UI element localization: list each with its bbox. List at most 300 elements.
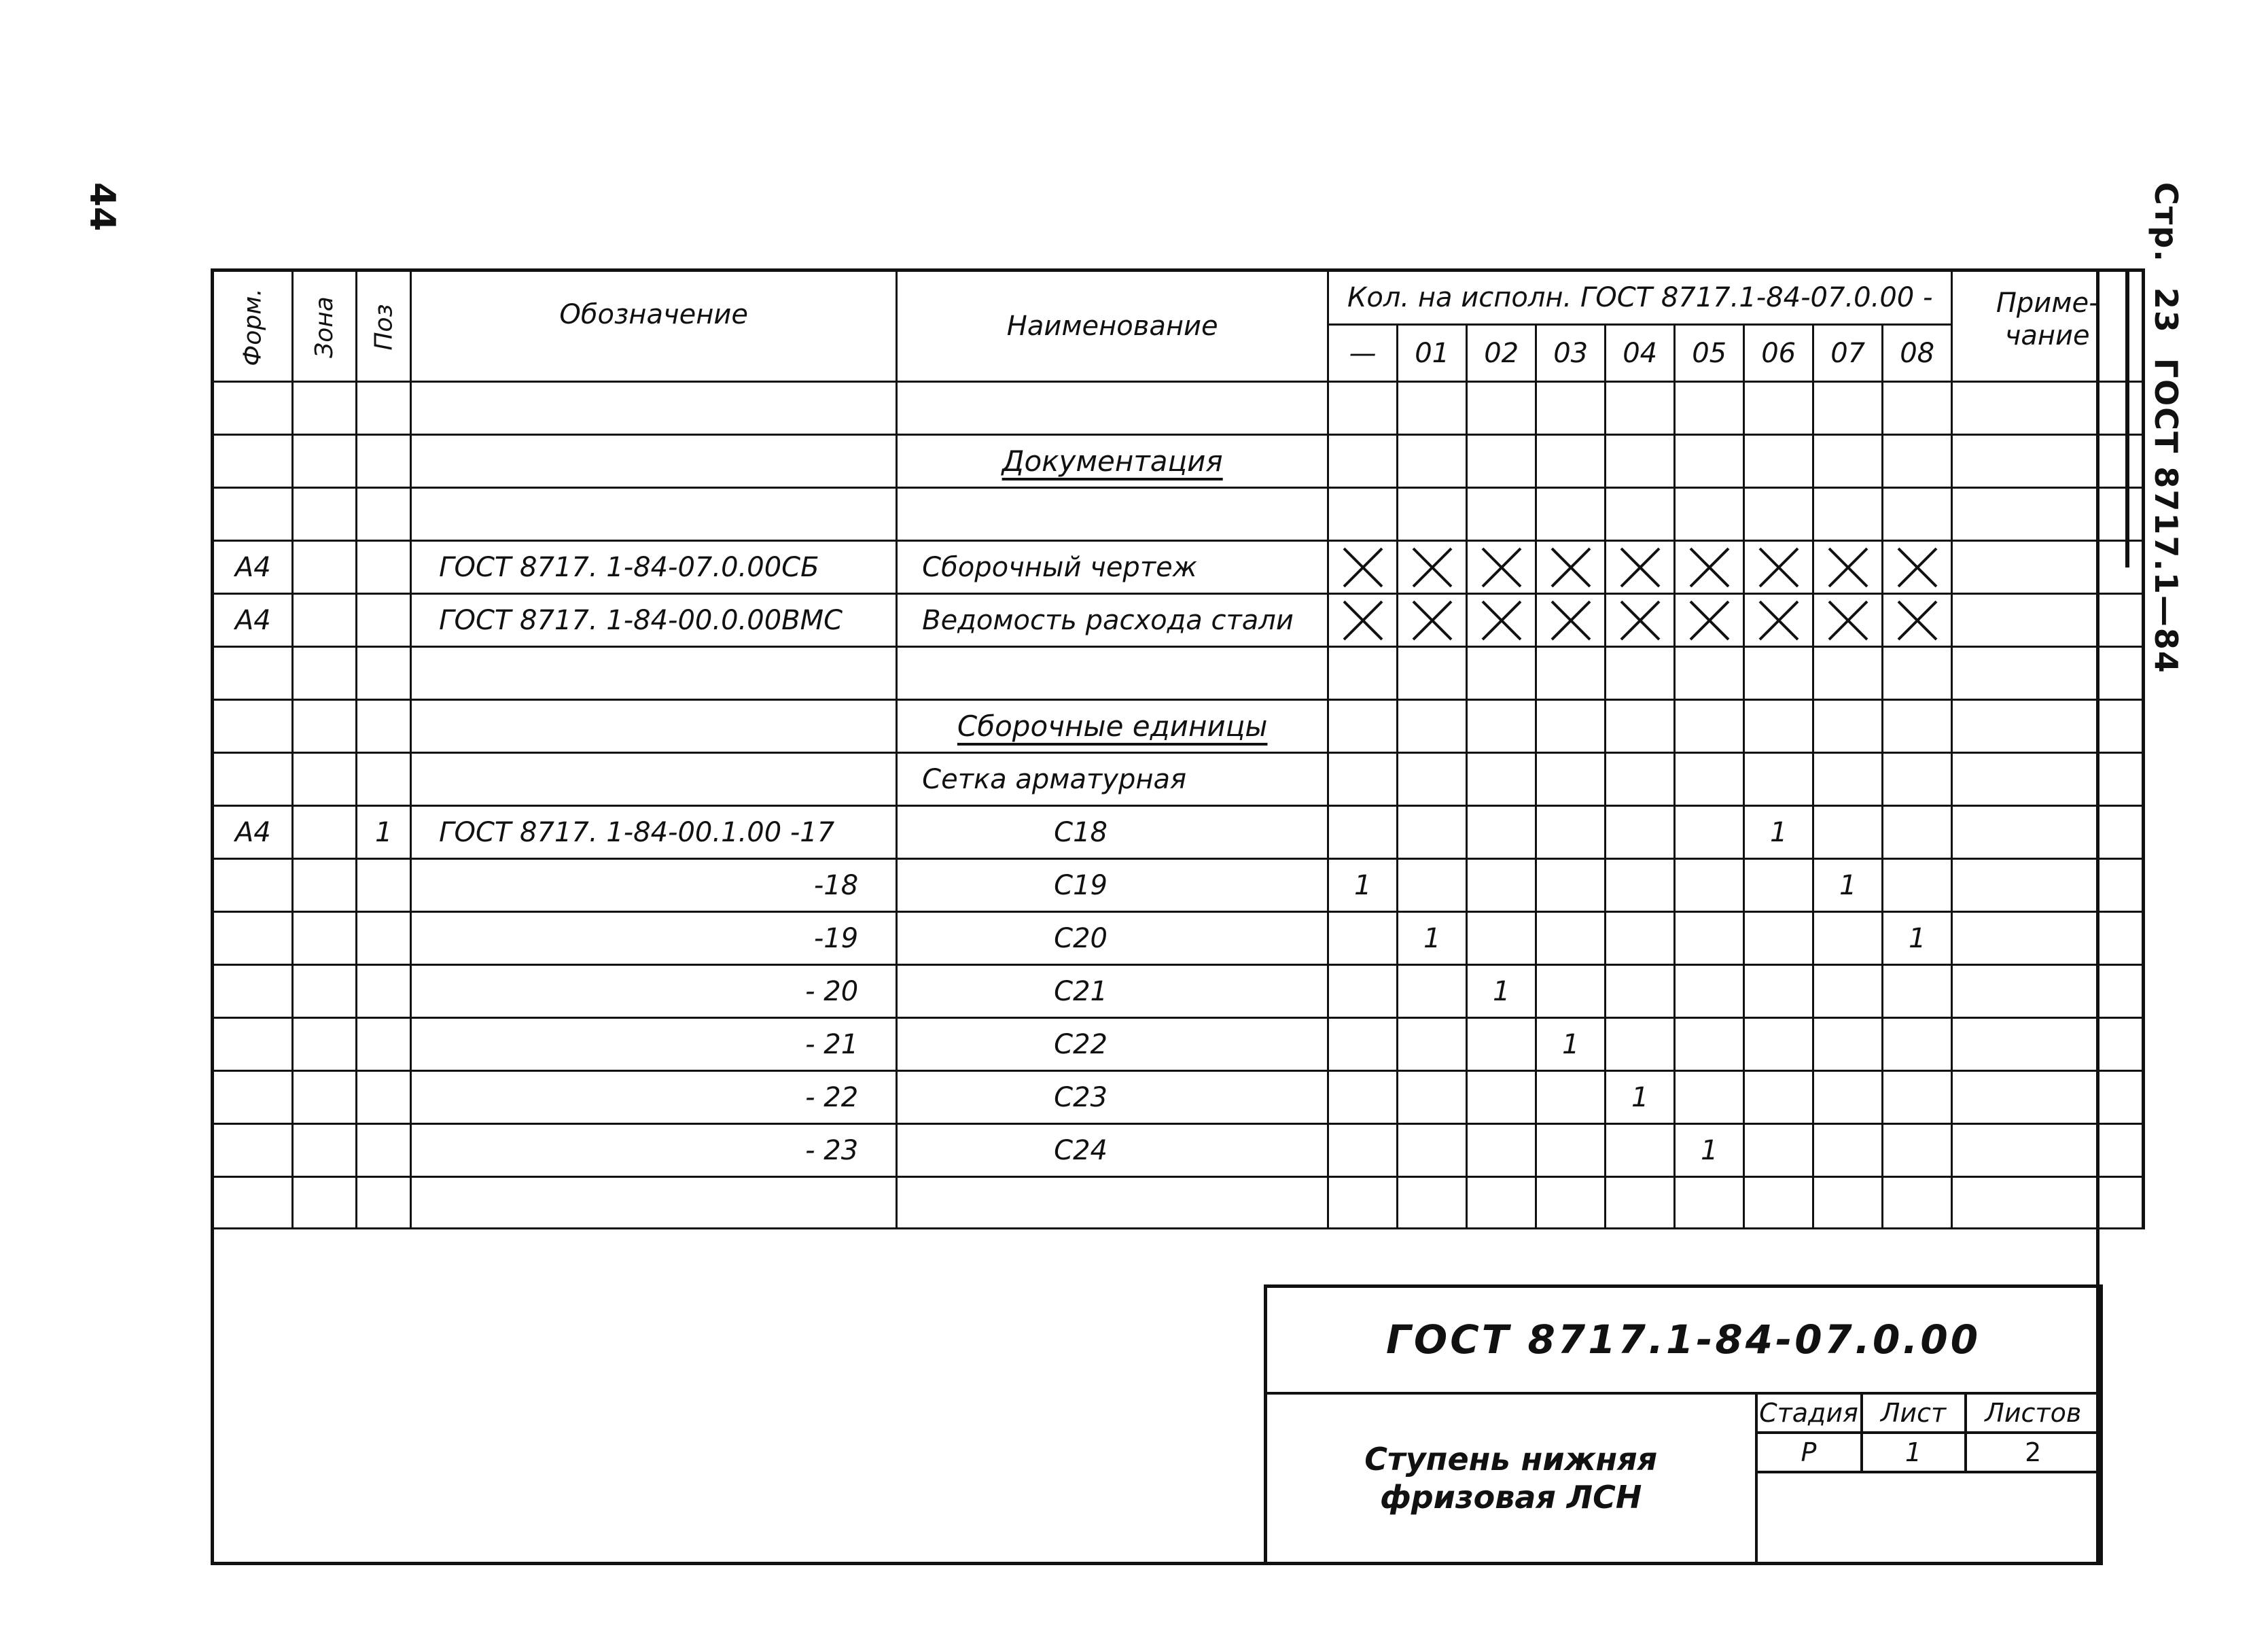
cell-designation: ГОСТ 8717. 1-84-00.0.00ВМС	[411, 594, 897, 647]
cell-qty-4	[1606, 965, 1675, 1018]
cell-qty-7	[1813, 965, 1883, 1018]
cell-designation: - 22	[411, 1071, 897, 1124]
table-row	[213, 382, 2144, 435]
cell-qty-2	[1467, 435, 1536, 488]
cell-qty-3	[1536, 859, 1606, 912]
cross-mark-icon	[1757, 546, 1801, 589]
cell-qty-8	[1883, 1071, 1952, 1124]
cell-qty-8	[1883, 435, 1952, 488]
cell-qty-4	[1606, 435, 1675, 488]
cell-name	[897, 1177, 1328, 1229]
cell-qty-1	[1398, 594, 1467, 647]
cross-mark-icon	[1896, 599, 1939, 642]
table-row	[213, 806, 2144, 859]
cross-mark-icon	[1826, 599, 1870, 642]
table-row	[213, 541, 2144, 594]
cell-note	[1952, 1018, 2144, 1071]
cell-name	[897, 541, 1328, 594]
title-name-line1: Ступень нижняя	[1364, 1440, 1658, 1477]
table-row	[213, 1071, 2144, 1124]
cell-name	[897, 1018, 1328, 1071]
cell-name	[897, 594, 1328, 647]
cell-designation	[411, 435, 897, 488]
header-designation: Обозначение	[411, 270, 897, 382]
cell-qty-1: 1	[1398, 912, 1467, 965]
item-name: С21	[1054, 975, 1108, 1007]
cell-pos	[357, 912, 411, 965]
cell-qty-5	[1675, 488, 1744, 541]
cross-mark-icon	[1411, 599, 1454, 642]
cell-qty-8	[1883, 859, 1952, 912]
cell-name	[897, 1124, 1328, 1177]
item-name: С24	[1054, 1134, 1108, 1166]
cell-qty-7	[1813, 753, 1883, 806]
cross-mark-icon	[1480, 599, 1523, 642]
cell-name	[897, 700, 1328, 753]
cell-qty-7: 1	[1813, 859, 1883, 912]
cross-mark-icon	[1341, 599, 1385, 642]
cell-name	[897, 435, 1328, 488]
cross-mark-icon	[1688, 599, 1731, 642]
cell-form	[213, 859, 293, 912]
cell-qty-6	[1744, 594, 1813, 647]
title-designation: ГОСТ 8717.1-84-07.0.00	[1266, 1287, 2102, 1393]
table-row	[213, 753, 2144, 806]
cell-qty-8	[1883, 753, 1952, 806]
cell-qty-7	[1813, 541, 1883, 594]
cell-qty-3	[1536, 594, 1606, 647]
cell-pos	[357, 541, 411, 594]
cell-qty-2	[1467, 912, 1536, 965]
cell-designation: - 20	[411, 965, 897, 1018]
stage-label: Стадия	[1756, 1393, 1862, 1433]
sheet-value: 1	[1862, 1433, 1966, 1472]
cell-form	[213, 753, 293, 806]
cell-form	[213, 647, 293, 700]
cell-name	[897, 753, 1328, 806]
cell-designation: -19	[411, 912, 897, 965]
cell-designation: ГОСТ 8717. 1-84-00.1.00 -17	[411, 806, 897, 859]
cell-qty-3	[1536, 541, 1606, 594]
table-row	[213, 435, 2144, 488]
section-heading: Сборочные единицы	[957, 710, 1268, 743]
cell-zone	[293, 859, 357, 912]
cell-qty-5	[1675, 435, 1744, 488]
cell-qty-0	[1328, 647, 1398, 700]
item-name: Сборочный чертеж	[922, 551, 1197, 583]
cell-form	[213, 488, 293, 541]
cross-mark-icon	[1618, 546, 1662, 589]
cell-pos	[357, 753, 411, 806]
table-row	[213, 1177, 2144, 1229]
cell-qty-6	[1744, 753, 1813, 806]
table-row	[213, 965, 2144, 1018]
cell-qty-3	[1536, 965, 1606, 1018]
table-row	[213, 700, 2144, 753]
cell-note	[1952, 488, 2144, 541]
cell-qty-2	[1467, 647, 1536, 700]
item-name: Сетка арматурная	[922, 763, 1187, 795]
cross-mark-icon	[1341, 546, 1385, 589]
cell-qty-3	[1536, 1177, 1606, 1229]
section-heading: Документация	[1002, 444, 1223, 478]
cell-qty-8	[1883, 1018, 1952, 1071]
item-name: С20	[1054, 922, 1108, 954]
cell-qty-7	[1813, 1124, 1883, 1177]
cell-qty-8	[1883, 647, 1952, 700]
cell-qty-1	[1398, 647, 1467, 700]
cell-qty-0	[1328, 965, 1398, 1018]
cell-qty-4	[1606, 541, 1675, 594]
title-block	[1264, 1284, 2103, 1565]
cell-note	[1952, 806, 2144, 859]
cell-qty-2	[1467, 541, 1536, 594]
cell-form	[213, 1018, 293, 1071]
cell-qty-7	[1813, 700, 1883, 753]
cross-mark-icon	[1549, 546, 1593, 589]
title-block-empty-cell	[1756, 1472, 2102, 1564]
cell-pos	[357, 1124, 411, 1177]
cell-name	[897, 382, 1328, 435]
cell-qty-6: 1	[1744, 806, 1813, 859]
cell-form	[213, 1177, 293, 1229]
cell-qty-1	[1398, 806, 1467, 859]
cell-qty-7	[1813, 1071, 1883, 1124]
header-variant-6: 06	[1744, 325, 1813, 382]
cell-designation: ГОСТ 8717. 1-84-07.0.00СБ	[411, 541, 897, 594]
cell-qty-3	[1536, 753, 1606, 806]
table-row	[213, 647, 2144, 700]
side-header	[2148, 182, 2184, 674]
cell-name	[897, 806, 1328, 859]
cell-form: А4	[213, 541, 293, 594]
cell-note	[1952, 435, 2144, 488]
cell-qty-5	[1675, 859, 1744, 912]
cell-qty-0	[1328, 1018, 1398, 1071]
cell-name	[897, 965, 1328, 1018]
header-variant-5: 05	[1675, 325, 1744, 382]
header-variant-2: 02	[1467, 325, 1536, 382]
table-row	[213, 594, 2144, 647]
cell-note	[1952, 1177, 2144, 1229]
cell-qty-4	[1606, 753, 1675, 806]
cell-qty-6	[1744, 859, 1813, 912]
cell-qty-3: 1	[1536, 1018, 1606, 1071]
cell-qty-1	[1398, 965, 1467, 1018]
cell-name	[897, 488, 1328, 541]
cell-qty-8	[1883, 965, 1952, 1018]
header-variant-4: 04	[1606, 325, 1675, 382]
table-row	[213, 859, 2144, 912]
cell-qty-4	[1606, 700, 1675, 753]
cross-mark-icon	[1688, 546, 1731, 589]
cell-qty-6	[1744, 541, 1813, 594]
cell-qty-1	[1398, 859, 1467, 912]
cross-mark-icon	[1411, 546, 1454, 589]
cell-pos	[357, 1018, 411, 1071]
cell-qty-0	[1328, 753, 1398, 806]
header-qty-title: Кол. на исполн. ГОСТ 8717.1-84-07.0.00 -	[1328, 270, 1952, 325]
cell-designation	[411, 1177, 897, 1229]
cell-qty-8: 1	[1883, 912, 1952, 965]
cell-qty-4	[1606, 859, 1675, 912]
cell-qty-7	[1813, 594, 1883, 647]
cell-qty-6	[1744, 1124, 1813, 1177]
cell-qty-0	[1328, 488, 1398, 541]
title-name-line2: фризовая ЛСН	[1380, 1478, 1642, 1516]
side-header-page: 23	[2148, 287, 2184, 334]
cell-zone	[293, 1177, 357, 1229]
cell-qty-1	[1398, 488, 1467, 541]
cell-qty-0	[1328, 1124, 1398, 1177]
cell-qty-0	[1328, 594, 1398, 647]
cell-note	[1952, 541, 2144, 594]
cell-qty-8	[1883, 1177, 1952, 1229]
cell-qty-6	[1744, 1071, 1813, 1124]
cell-designation	[411, 647, 897, 700]
page-number: 44	[82, 182, 122, 232]
cell-qty-1	[1398, 700, 1467, 753]
table-row	[213, 1018, 2144, 1071]
cell-name	[897, 912, 1328, 965]
cell-note	[1952, 965, 2144, 1018]
cell-note	[1952, 1124, 2144, 1177]
cell-qty-4	[1606, 912, 1675, 965]
cell-note	[1952, 594, 2144, 647]
cell-qty-2	[1467, 806, 1536, 859]
cell-qty-5	[1675, 965, 1744, 1018]
cell-zone	[293, 647, 357, 700]
cell-pos	[357, 859, 411, 912]
cell-qty-8	[1883, 1124, 1952, 1177]
side-header-prefix: Стр.	[2148, 182, 2184, 263]
cell-zone	[293, 806, 357, 859]
cell-designation: - 23	[411, 1124, 897, 1177]
cell-designation	[411, 753, 897, 806]
item-name: С19	[1054, 869, 1108, 901]
cell-qty-4	[1606, 806, 1675, 859]
cell-qty-3	[1536, 1124, 1606, 1177]
cross-mark-icon	[1618, 599, 1662, 642]
cell-zone	[293, 965, 357, 1018]
cell-qty-8	[1883, 382, 1952, 435]
cell-name	[897, 1071, 1328, 1124]
cell-zone	[293, 753, 357, 806]
table-row	[213, 912, 2144, 965]
cell-note	[1952, 647, 2144, 700]
cell-qty-0: 1	[1328, 859, 1398, 912]
cell-pos	[357, 382, 411, 435]
cell-qty-5	[1675, 541, 1744, 594]
cell-qty-3	[1536, 1071, 1606, 1124]
cell-qty-6	[1744, 647, 1813, 700]
header-pos: Поз	[357, 270, 411, 382]
item-name: С23	[1054, 1081, 1108, 1113]
cell-designation	[411, 700, 897, 753]
cell-qty-0	[1328, 806, 1398, 859]
cell-qty-1	[1398, 435, 1467, 488]
cell-qty-4	[1606, 1124, 1675, 1177]
cross-mark-icon	[1549, 599, 1593, 642]
cross-mark-icon	[1757, 599, 1801, 642]
cell-zone	[293, 1071, 357, 1124]
cell-qty-2	[1467, 1177, 1536, 1229]
cell-qty-0	[1328, 912, 1398, 965]
header-form: Форм.	[213, 270, 293, 382]
cell-zone	[293, 700, 357, 753]
cell-pos: 1	[357, 806, 411, 859]
cell-pos	[357, 1071, 411, 1124]
cell-pos	[357, 488, 411, 541]
header-variant-7: 07	[1813, 325, 1883, 382]
cell-designation: -18	[411, 859, 897, 912]
cell-zone	[293, 1124, 357, 1177]
cell-qty-6	[1744, 700, 1813, 753]
cell-pos	[357, 435, 411, 488]
cell-name	[897, 647, 1328, 700]
cell-qty-5	[1675, 1071, 1744, 1124]
cell-qty-5	[1675, 753, 1744, 806]
cell-note	[1952, 700, 2144, 753]
header-variant-3: 03	[1536, 325, 1606, 382]
stage-value: Р	[1756, 1433, 1862, 1472]
cell-qty-7	[1813, 647, 1883, 700]
cell-qty-5	[1675, 700, 1744, 753]
cell-qty-5	[1675, 382, 1744, 435]
cell-note	[1952, 859, 2144, 912]
item-name: Ведомость расхода стали	[922, 604, 1294, 636]
cell-qty-2: 1	[1467, 965, 1536, 1018]
cell-qty-2	[1467, 1124, 1536, 1177]
table-row	[213, 488, 2144, 541]
cell-qty-5	[1675, 806, 1744, 859]
item-name: С18	[1054, 816, 1108, 848]
cell-qty-2	[1467, 382, 1536, 435]
cell-qty-4	[1606, 382, 1675, 435]
cross-mark-icon	[1896, 546, 1939, 589]
cell-form	[213, 965, 293, 1018]
cell-qty-0	[1328, 382, 1398, 435]
cell-qty-2	[1467, 1071, 1536, 1124]
cell-qty-1	[1398, 1071, 1467, 1124]
cell-qty-3	[1536, 382, 1606, 435]
cell-qty-3	[1536, 488, 1606, 541]
cell-pos	[357, 1177, 411, 1229]
cell-qty-3	[1536, 700, 1606, 753]
cell-qty-5	[1675, 912, 1744, 965]
cell-zone	[293, 488, 357, 541]
cell-qty-8	[1883, 594, 1952, 647]
cell-zone	[293, 1018, 357, 1071]
cell-zone	[293, 594, 357, 647]
cell-designation	[411, 382, 897, 435]
header-variant-1: 01	[1398, 325, 1467, 382]
cell-qty-2	[1467, 859, 1536, 912]
cell-qty-8	[1883, 541, 1952, 594]
cell-form	[213, 700, 293, 753]
cell-qty-4	[1606, 1177, 1675, 1229]
cell-qty-5	[1675, 594, 1744, 647]
item-name: С22	[1054, 1028, 1108, 1060]
sheets-value: 2	[1966, 1433, 2102, 1472]
cell-qty-6	[1744, 488, 1813, 541]
cell-form: А4	[213, 806, 293, 859]
cell-form: А4	[213, 594, 293, 647]
cell-qty-1	[1398, 541, 1467, 594]
cell-qty-7	[1813, 1018, 1883, 1071]
cell-qty-0	[1328, 700, 1398, 753]
cell-qty-5	[1675, 647, 1744, 700]
sheets-label: Листов	[1966, 1393, 2102, 1433]
cell-qty-0	[1328, 1177, 1398, 1229]
cell-note	[1952, 1071, 2144, 1124]
cell-qty-3	[1536, 435, 1606, 488]
cell-qty-4	[1606, 594, 1675, 647]
cell-qty-1	[1398, 753, 1467, 806]
cell-qty-7	[1813, 382, 1883, 435]
cell-qty-4: 1	[1606, 1071, 1675, 1124]
cell-qty-3	[1536, 806, 1606, 859]
cell-qty-8	[1883, 488, 1952, 541]
cell-qty-4	[1606, 647, 1675, 700]
cell-form	[213, 1124, 293, 1177]
cell-qty-1	[1398, 1124, 1467, 1177]
cell-qty-8	[1883, 806, 1952, 859]
cell-qty-7	[1813, 912, 1883, 965]
table-row	[213, 1124, 2144, 1177]
cell-qty-5: 1	[1675, 1124, 1744, 1177]
cell-qty-4	[1606, 488, 1675, 541]
cell-designation	[411, 488, 897, 541]
cell-qty-6	[1744, 435, 1813, 488]
cell-qty-2	[1467, 594, 1536, 647]
cell-qty-5	[1675, 1177, 1744, 1229]
cell-pos	[357, 594, 411, 647]
header-note: Приме- чание	[1952, 270, 2144, 382]
header-zone: Зона	[293, 270, 357, 382]
cell-qty-6	[1744, 1018, 1813, 1071]
specification-table	[211, 268, 2145, 1229]
sheet-label: Лист	[1862, 1393, 1966, 1433]
cell-zone	[293, 435, 357, 488]
header-variant-0: —	[1328, 325, 1398, 382]
cell-zone	[293, 382, 357, 435]
cell-qty-0	[1328, 435, 1398, 488]
cell-qty-7	[1813, 1177, 1883, 1229]
cell-name	[897, 859, 1328, 912]
cell-form	[213, 1071, 293, 1124]
cell-note	[1952, 382, 2144, 435]
cell-designation: - 21	[411, 1018, 897, 1071]
header-name: Наименование	[897, 270, 1328, 382]
cell-form	[213, 912, 293, 965]
cell-zone	[293, 541, 357, 594]
cell-qty-3	[1536, 912, 1606, 965]
cell-qty-5	[1675, 1018, 1744, 1071]
cell-qty-2	[1467, 1018, 1536, 1071]
cell-qty-3	[1536, 647, 1606, 700]
cell-qty-2	[1467, 753, 1536, 806]
cell-qty-4	[1606, 1018, 1675, 1071]
cell-pos	[357, 965, 411, 1018]
cell-qty-1	[1398, 1177, 1467, 1229]
cell-qty-7	[1813, 806, 1883, 859]
cell-qty-8	[1883, 700, 1952, 753]
cell-qty-7	[1813, 435, 1883, 488]
cell-qty-0	[1328, 541, 1398, 594]
cell-qty-1	[1398, 382, 1467, 435]
cell-qty-1	[1398, 1018, 1467, 1071]
